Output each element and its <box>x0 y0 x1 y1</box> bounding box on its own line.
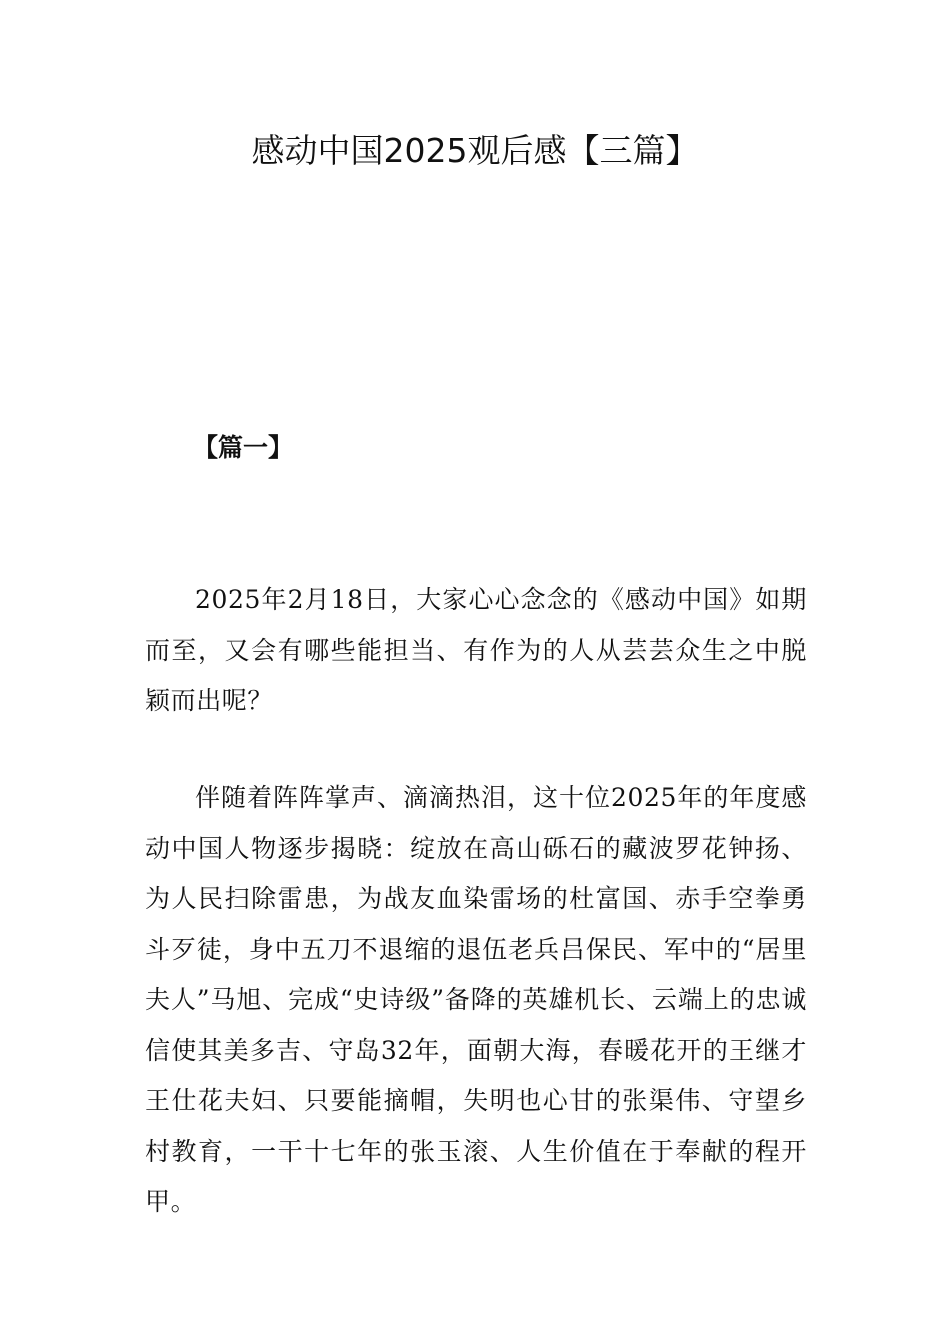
section-heading: 【篇一】 <box>193 433 294 462</box>
paragraph-1: 2025年2月18日，大家心心念念的《感动中国》如期而至，又会有哪些能担当、有作为的人从芸芸众生之中脱颖而出呢？ <box>145 585 807 715</box>
document-title: 感动中国2025观后感【三篇】 <box>251 131 699 170</box>
paragraph-2: 伴随着阵阵掌声、滴滴热泪，这十位2025年的年度感动中国人物逐步揭晓：绽放在高山砾石的藏波罗花钟扬、为人民扫除雷患，为战友血染雷场的杜富国、赤手空拳勇斗歹徒，身中五刀不退缩的退伍老兵吕保民、军中的“居里夫人”马旭、完成“史诗级”备降的英雄机长、云端上的忠诚信使其美多吉、守岛32年，面朝大海，春暖花开的王继才王仕花夫妇、只要能摘帽，失明也心甘的张渠伟、守望乡村教育，一干十七年的张玉滚、人生价值在于奉献的程开甲。 <box>145 783 807 1216</box>
